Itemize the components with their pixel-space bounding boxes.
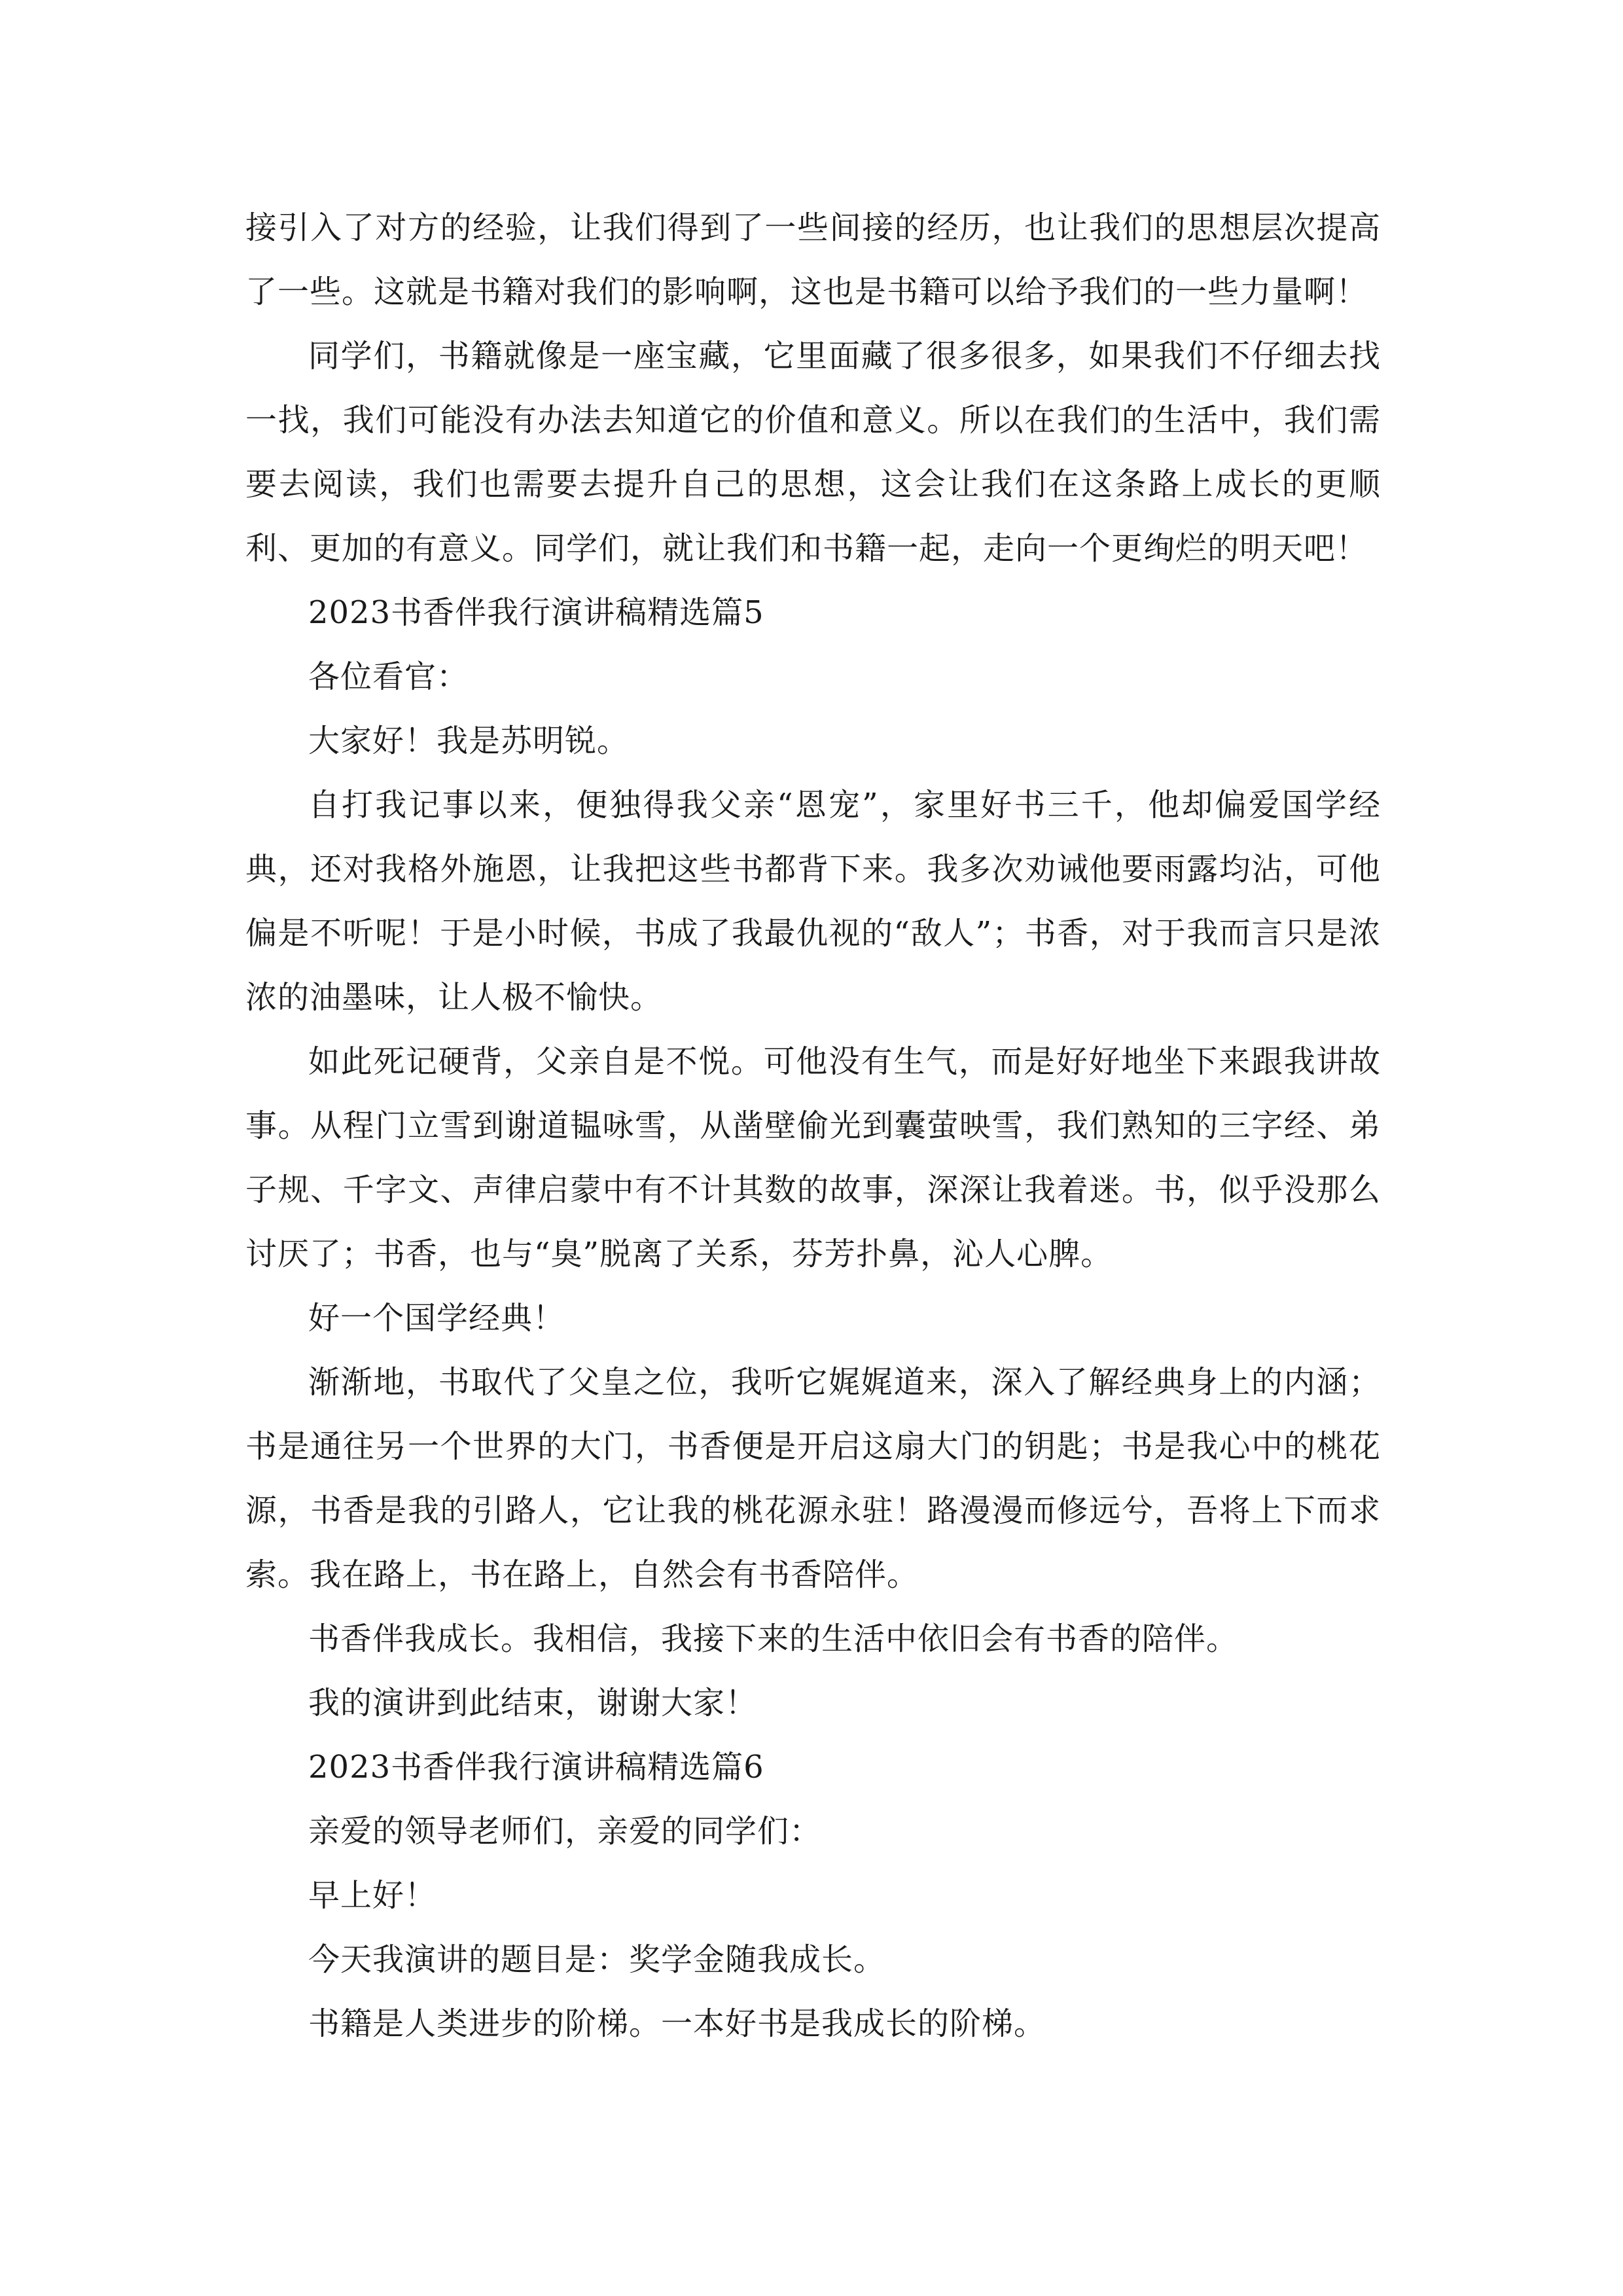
greeting-self-introduction: 大家好！我是苏明锐。 <box>308 723 630 759</box>
paragraph-books-treasure: 同学们，书籍就像是一座宝藏，它里面藏了很多很多，如果我们不仔细去找一找，我们可能没有办法去知道它的价值和意义。所以在我们的生活中，我们需要去阅读，我们也需要去提升自己的思想，这会让我们在这条路上成长的更顺利、更加的有意义。同学们，就让我们和书籍一起，走向一个更绚烂的明天吧！ <box>245 338 1381 567</box>
paragraph-books-ladder: 书籍是人类进步的阶梯。一本好书是我成长的阶梯。 <box>308 2005 1046 2042</box>
salutation-teachers-students: 亲爱的领导老师们，亲爱的同学们： <box>308 1813 822 1850</box>
paragraph-growing-up: 书香伴我成长。我相信，我接下来的生活中依旧会有书香的陪伴。 <box>308 1621 1239 1657</box>
greeting-good-morning: 早上好！ <box>308 1877 437 1914</box>
document-body <box>245 196 1381 2056</box>
paragraph-father-stories: 如此死记硬背，父亲自是不悦。可他没有生气，而是好好地坐下来跟我讲故事。从程门立雪到谢道韫咏雪，从凿壁偷光到囊萤映雪，我们熟知的三字经、弟子规、千字文、声律启蒙中有不计其数的故事，深深让我着迷。书，似乎没那么讨厌了；书香，也与“臭”脱离了关系，芬芳扑鼻，沁人心脾。 <box>245 1043 1381 1272</box>
section-heading-6: 2023书香伴我行演讲稿精选篇6 <box>308 1749 764 1785</box>
paragraph-continued-text: 接引入了对方的经验，让我们得到了一些间接的经历，也让我们的思想层次提高了一些。这就是书籍对我们的影响啊，这也是书籍可以给予我们的一些力量啊！ <box>245 209 1381 310</box>
paragraph-speech-topic: 今天我演讲的题目是：奖学金随我成长。 <box>308 1941 886 1978</box>
paragraph-exclamation: 好一个国学经典！ <box>308 1300 565 1336</box>
salutation-audience: 各位看官： <box>308 658 469 695</box>
section-heading-5: 2023书香伴我行演讲稿精选篇5 <box>308 594 764 631</box>
paragraph-closing-thanks: 我的演讲到此结束，谢谢大家！ <box>308 1685 758 1721</box>
paragraph-childhood-memory: 自打我记事以来，便独得我父亲“恩宠”，家里好书三千，他却偏爱国学经典，还对我格外施恩，让我把这些书都背下来。我多次劝诫他要雨露均沾，可他偏是不听呢！于是小时候，书成了我最仇视的“敌人”；书香，对于我而言只是浓浓的油墨味，让人极不愉快。 <box>245 787 1381 1016</box>
paragraph-book-door: 渐渐地，书取代了父皇之位，我听它娓娓道来，深入了解经典身上的内涵；书是通往另一个世界的大门，书香便是开启这扇大门的钥匙；书是我心中的桃花源，书香是我的引路人，它让我的桃花源永驻！路漫漫而修远兮，吾将上下而求索。我在路上，书在路上，自然会有书香陪伴。 <box>245 1364 1381 1593</box>
